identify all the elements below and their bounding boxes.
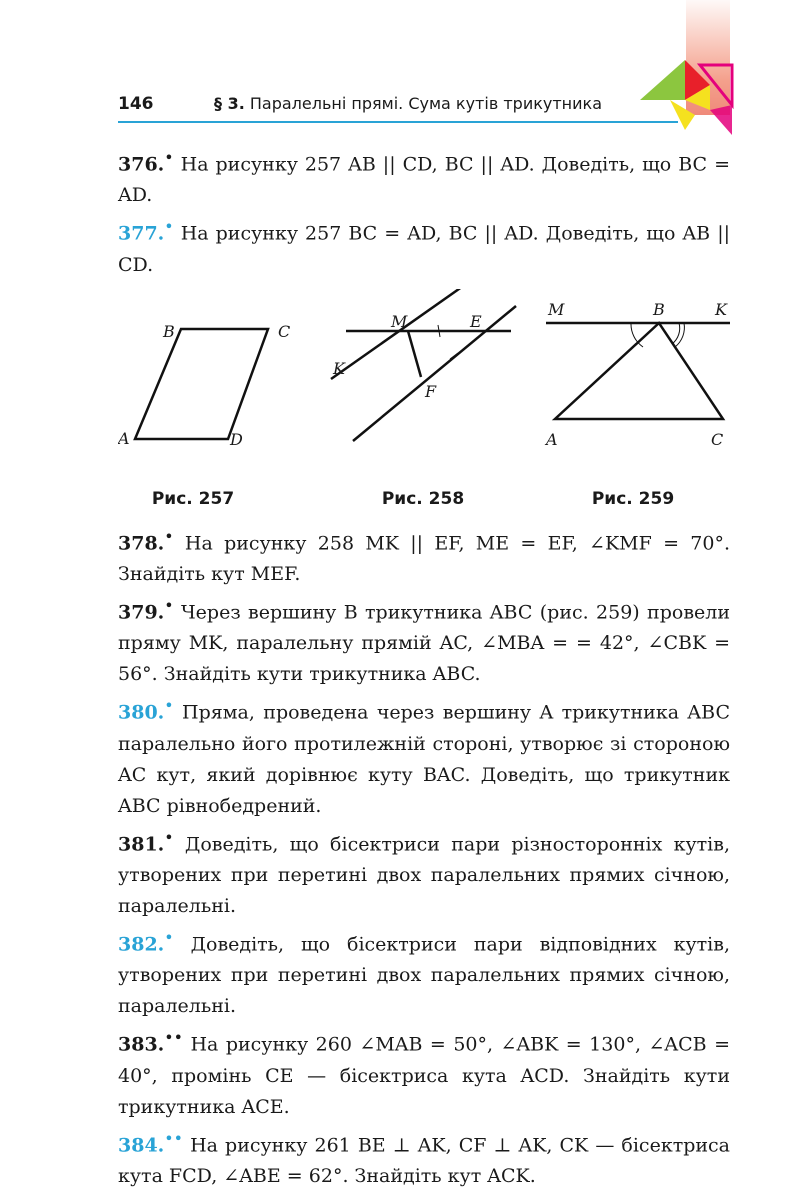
fig259-label-b: B	[653, 299, 665, 319]
fig257-label-b: B	[163, 321, 175, 341]
problem-384: 384.•• На рисунку 261 BE ⊥ AK, CF ⊥ AK, CK — бісектриса кута FCD, ∠ABE = 62°. Знайдіть кут ACK.	[118, 1128, 730, 1187]
figure-259	[544, 300, 730, 449]
problem-381: 381.• Доведіть, що бісектриси пари різносторонніх кутів, утворених при перетині двох паралельних прямих січною, паралельні.	[118, 827, 730, 917]
fig257-label-a: A	[118, 428, 130, 448]
fig258-caption: Рис. 258	[381, 488, 465, 509]
fig259-label-k: K	[715, 299, 727, 319]
fig257-label-c: C	[278, 321, 291, 341]
problem-383: 383.•• На рисунку 260 ∠MAB = 50°, ∠ABK = 130°, ∠ACB = 40°, промінь CE — бісектриса кута ACD. Знайдіть кути трикутника ACE.	[118, 1028, 730, 1118]
problem-380: 380.• Пряма, проведена через вершину A трикутника ABC паралельно його протилежній стороні, утворює зі стороною AC кут, який дорівнює куту BAC. Доведіть, що трикутник ABC рівнобедрений.	[118, 696, 730, 817]
fig259-label-m: M	[548, 299, 565, 319]
fig258-label-k: K	[333, 358, 345, 378]
figure-258	[331, 289, 516, 441]
page-content	[118, 142, 730, 1192]
problem-378: 378.• На рисунку 258 MK || EF, ME = EF, ∠KMF = 70°. Знайдіть кут MEF.	[118, 526, 730, 585]
problem-376: 376.• На рисунку 257 AB || CD, BC || AD. Доведіть, що BC = AD.	[118, 148, 730, 207]
fig257-label-d: D	[230, 429, 243, 449]
page-header	[118, 94, 730, 124]
section-title: § 3. Паралельні прямі. Сума кутів трикутника	[214, 94, 602, 113]
fig258-label-m: M	[391, 311, 408, 331]
fig258-label-f: F	[425, 381, 437, 401]
fig257-caption: Рис. 257	[151, 488, 235, 509]
fig259-label-a: A	[546, 429, 558, 449]
fig259-label-c: C	[711, 429, 724, 449]
header-rule	[118, 121, 678, 123]
problem-382: 382.• Доведіть, що бісектриси пари відповідних кутів, утворених при перетині двох паралельних прямих січною, паралельні.	[118, 927, 730, 1018]
problem-377: 377.• На рисунку 257 BC = AD, BC || AD. Доведіть, що AB || CD.	[118, 217, 730, 276]
figures-row	[118, 289, 730, 521]
fig259-caption: Рис. 259	[591, 488, 675, 509]
problem-379: 379.• Через вершину B трикутника ABC (рис. 259) провели пряму MK, паралельну прямій AC, ∠MBA = = 42°, ∠CBK = 56°. Знайдіть кути трикутника ABC.	[118, 595, 730, 686]
fig258-label-e: E	[470, 311, 482, 331]
figures-svg	[118, 289, 730, 489]
page-number: 146	[118, 94, 154, 114]
figure-257	[118, 322, 290, 449]
